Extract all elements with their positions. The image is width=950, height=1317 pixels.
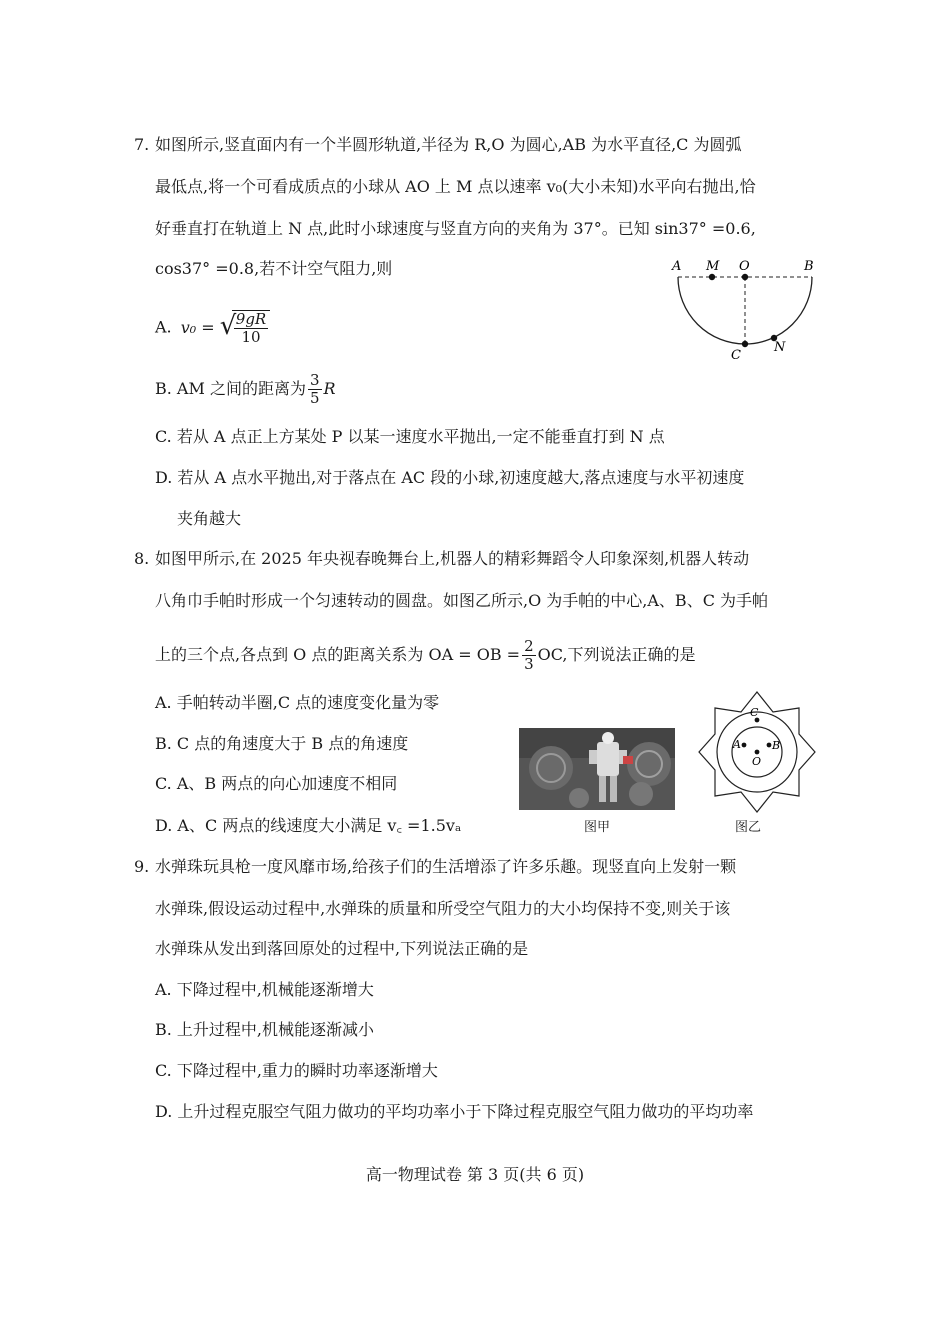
- q7-option-c: C. 若从 A 点正上方某处 P 以某一速度水平抛出,一定不能垂直打到 N 点: [155, 427, 665, 446]
- q7-option-d-line-2: 夹角越大: [177, 509, 242, 528]
- q8-handkerchief-figure: [697, 690, 817, 816]
- q9-option-a: A. 下降过程中,机械能逐渐增大: [155, 980, 374, 999]
- q8-stem-line-3-pre: 上的三个点,各点到 O 点的距离关系为 OA = OB =: [155, 645, 521, 664]
- q8-caption-jia: 图甲: [584, 820, 611, 835]
- q7-option-b-prefix: B. AM 之间的距离为: [155, 379, 306, 398]
- q7-label-c: C: [731, 348, 741, 363]
- q7-option-a-sqrt: √ $\frac{9gR}{10}$: [220, 310, 270, 346]
- q8-point-a: [742, 743, 747, 748]
- q7-stem-line-4: cos37° =0.8,若不计空气阻力,则: [155, 259, 393, 278]
- q8-point-b: [767, 743, 772, 748]
- q7-label-m: M: [706, 259, 720, 274]
- q7-label-n: N: [774, 340, 786, 355]
- q8-fraction-denominator: 3: [524, 655, 534, 673]
- q7-option-b-numerator: 3: [309, 371, 320, 389]
- page-footer: 高一物理试卷 第 3 页(共 6 页): [365, 1165, 585, 1184]
- q9-option-c: C. 下降过程中,重力的瞬时功率逐渐增大: [155, 1061, 438, 1080]
- q8-stem-line-3: [155, 638, 696, 673]
- q7-option-a-numerator: 9gR: [235, 310, 267, 328]
- q9-number: 9.: [134, 857, 150, 876]
- q8-caption-yi: 图乙: [735, 820, 762, 835]
- q9-stem-line-2: 水弹珠,假设运动过程中,水弹珠的质量和所受空气阻力的大小均保持不变,则关于该: [155, 899, 731, 918]
- q9-option-d: D. 上升过程克服空气阻力做功的平均功率小于下降过程克服空气阻力做功的平均功率: [155, 1102, 754, 1121]
- q7-option-a: [155, 310, 270, 346]
- q8-label-c: C: [750, 706, 759, 719]
- q8-option-a: A. 手帕转动半圈,C 点的速度变化量为零: [155, 693, 440, 712]
- q7-semicircle-figure: [668, 252, 828, 367]
- q7-label-o: O: [739, 259, 750, 274]
- q8-number: 8.: [134, 549, 150, 568]
- q9-stem-line-1: 水弹珠玩具枪一度风靡市场,给孩子们的生活增添了许多乐趣。现竖直向上发射一颗: [155, 857, 737, 876]
- q9-stem-line-3: 水弹珠从发出到落回原处的过程中,下列说法正确的是: [155, 939, 529, 958]
- q8-option-b: B. C 点的角速度大于 B 点的角速度: [155, 734, 409, 753]
- q8-fraction-numerator: 2: [524, 637, 534, 655]
- q8-option-c: C. A、B 两点的向心加速度不相同: [155, 774, 398, 793]
- q7-label-a: A: [672, 259, 682, 274]
- q7-option-a-prefix: A.: [155, 317, 172, 337]
- q8-label-o: O: [752, 755, 762, 768]
- q7-option-b-denominator: 5: [309, 389, 320, 407]
- q7-point-m: [709, 274, 715, 280]
- q8-label-b: B: [772, 739, 781, 752]
- q7-option-b-suffix: R: [323, 379, 336, 398]
- q7-number: 7.: [134, 135, 150, 154]
- q9-option-b: B. 上升过程中,机械能逐渐减小: [155, 1020, 375, 1039]
- q8-robot-photo: [519, 728, 675, 810]
- q8-option-d: D. A、C 两点的线速度大小满足 v꜀ =1.5vₐ: [155, 816, 462, 835]
- q8-stem-line-1: 如图甲所示,在 2025 年央视春晚舞台上,机器人的精彩舞蹈令人印象深刻,机器人转动: [155, 549, 750, 568]
- q7-option-a-denominator: 10: [241, 328, 261, 346]
- q7-point-o: [742, 274, 748, 280]
- q7-stem-line-2: 最低点,将一个可看成质点的小球从 AO 上 M 点以速率 v₀(大小未知)水平向右抛出,恰: [155, 177, 756, 196]
- q8-stem-line-2: 八角巾手帕时形成一个匀速转动的圆盘。如图乙所示,O 为手帕的中心,A、B、C 为手帕: [155, 591, 769, 610]
- q7-option-d-line-1: D. 若从 A 点水平抛出,对于落点在 AC 段的小球,初速度越大,落点速度与水平初速度: [155, 468, 745, 487]
- q7-point-c: [742, 341, 748, 347]
- q7-stem-line-3: 好垂直打在轨道上 N 点,此时小球速度与竖直方向的夹角为 37°。已知 sin37° =0.6,: [155, 219, 756, 238]
- q7-stem-line-1: 如图所示,竖直面内有一个半圆形轨道,半径为 R,O 为圆心,AB 为水平直径,C 为圆弧: [155, 135, 742, 154]
- q8-stem-line-3-post: OC,下列说法正确的是: [537, 645, 696, 664]
- q7-option-a-var: v₀ =: [180, 317, 215, 337]
- q7-label-b: B: [804, 259, 814, 274]
- q8-point-o: [755, 750, 760, 755]
- q7-option-b: [155, 372, 336, 407]
- q8-label-a: A: [733, 738, 741, 751]
